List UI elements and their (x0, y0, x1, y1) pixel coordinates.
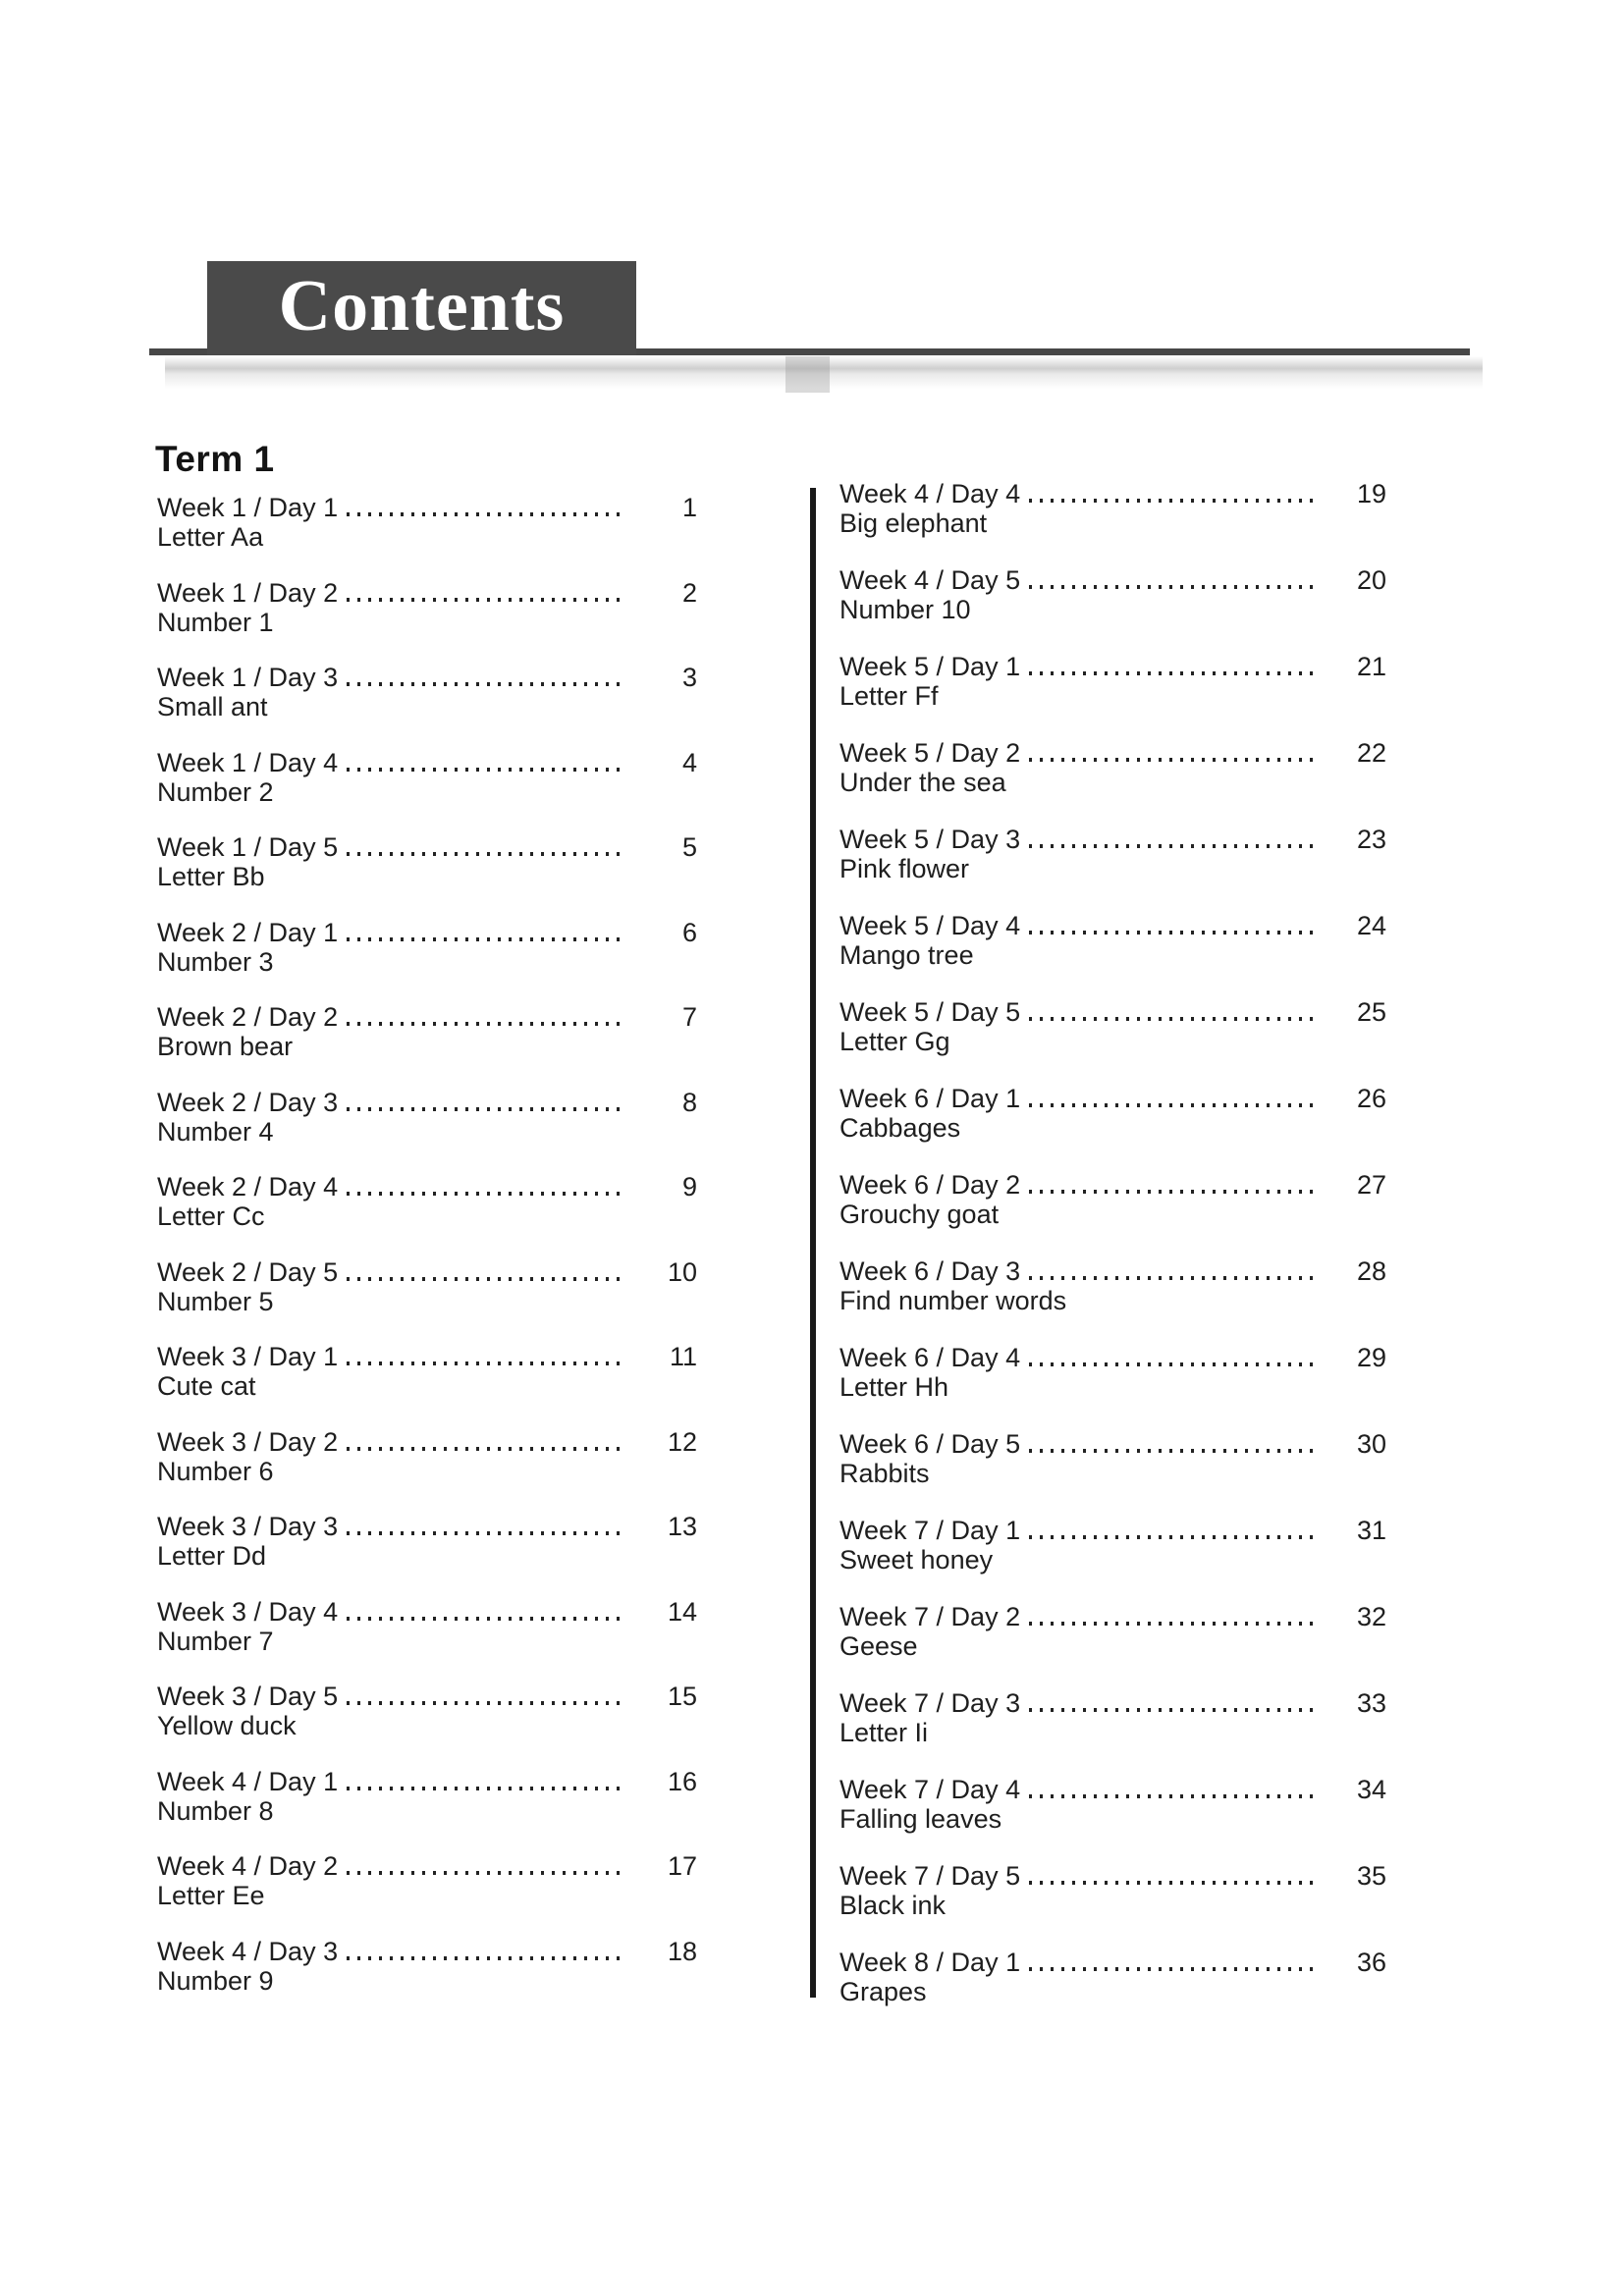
toc-entry (157, 1851, 697, 1937)
entry-label: Week 7 / Day 4 (839, 1775, 1021, 1804)
entry-topic: Sweet honey (839, 1545, 994, 1575)
entry-topic: Number 9 (157, 1965, 274, 1996)
dot-leader (1029, 1881, 1314, 1885)
entry-label: Week 1 / Day 4 (157, 747, 339, 777)
entry-page-number: 24 (1356, 911, 1386, 940)
entry-label: Week 3 / Day 3 (157, 1512, 339, 1541)
entry-topic: Under the sea (839, 768, 1006, 797)
entry-page-number: 6 (681, 917, 697, 947)
toc-entry-row (157, 493, 697, 522)
toc-entry-row (839, 1256, 1386, 1286)
toc-entry (157, 1427, 697, 1513)
dot-leader (347, 682, 624, 686)
entry-page-number: 9 (681, 1172, 697, 1201)
toc-entry-row (839, 1343, 1386, 1372)
entry-page-number: 15 (667, 1682, 697, 1711)
entry-topic: Number 10 (839, 595, 971, 624)
toc-entry-row (839, 825, 1386, 854)
header-shadow-block (785, 356, 830, 393)
dot-leader (347, 512, 624, 516)
entry-label: Week 3 / Day 5 (157, 1682, 339, 1711)
toc-entry (839, 1602, 1386, 1688)
entry-topic: Grapes (839, 1977, 927, 2006)
entry-label: Week 1 / Day 3 (157, 663, 339, 692)
entry-page-number: 10 (667, 1256, 697, 1287)
toc-entry (157, 918, 697, 1003)
entry-page-number: 7 (681, 1002, 697, 1032)
entry-page-number: 26 (1356, 1084, 1386, 1113)
entry-page-number: 27 (1356, 1170, 1386, 1200)
dot-leader (1029, 931, 1314, 934)
entry-topic: Geese (839, 1631, 918, 1661)
entry-topic: Rabbits (839, 1459, 930, 1488)
toc-entry-row (839, 1861, 1386, 1891)
entry-topic: Number 5 (157, 1286, 274, 1316)
dot-leader (1029, 844, 1314, 848)
dot-leader (347, 1107, 624, 1111)
entry-label: Week 5 / Day 4 (839, 911, 1021, 940)
entry-label: Week 3 / Day 1 (157, 1342, 339, 1371)
entry-topic: Brown bear (157, 1032, 294, 1061)
entry-page-number: 29 (1356, 1343, 1386, 1372)
entry-topic: Letter Hh (839, 1372, 949, 1402)
entry-page-number: 31 (1356, 1516, 1386, 1545)
toc-entry-row (839, 1429, 1386, 1459)
dot-leader (1029, 1794, 1314, 1798)
entry-label: Week 2 / Day 1 (157, 917, 339, 947)
toc-entry (157, 493, 697, 578)
entry-page-number: 20 (1356, 565, 1386, 595)
entry-topic: Cabbages (839, 1113, 961, 1143)
entry-topic: Number 6 (157, 1456, 274, 1486)
entry-page-number: 23 (1356, 825, 1386, 854)
entry-label: Week 2 / Day 3 (157, 1087, 339, 1117)
entry-page-number: 32 (1356, 1602, 1386, 1631)
toc-entry-row (157, 1088, 697, 1117)
dot-leader (347, 852, 624, 856)
contents-banner (207, 261, 636, 355)
dot-leader (347, 1787, 624, 1790)
dot-leader (347, 1617, 624, 1621)
entry-label: Week 8 / Day 1 (839, 1948, 1021, 1977)
entry-topic: Letter Aa (157, 522, 264, 552)
toc-entry-row (157, 1427, 697, 1457)
toc-entry-row (839, 1170, 1386, 1200)
toc-entry-row (157, 1342, 697, 1371)
page-title: Contents (278, 265, 566, 347)
entry-label: Week 6 / Day 1 (839, 1084, 1021, 1113)
toc-entry-row (157, 1512, 697, 1541)
entry-label: Week 1 / Day 5 (157, 832, 339, 862)
toc-entry (839, 1775, 1386, 1861)
entry-label: Week 1 / Day 2 (157, 577, 339, 608)
dot-leader (347, 1277, 624, 1281)
entry-page-number: 28 (1356, 1256, 1386, 1286)
entry-page-number: 19 (1356, 479, 1386, 508)
toc-entry-row (839, 1516, 1386, 1545)
entry-label: Week 3 / Day 2 (157, 1426, 339, 1457)
entry-page-number: 30 (1356, 1429, 1386, 1459)
entry-label: Week 5 / Day 3 (839, 825, 1021, 854)
toc-entry (839, 1948, 1386, 2034)
dot-leader (347, 1701, 624, 1705)
entry-topic: Small ant (157, 692, 268, 721)
entry-topic: Number 3 (157, 946, 274, 977)
toc-entry-row (157, 1767, 697, 1796)
dot-leader (347, 768, 624, 772)
entry-topic: Find number words (839, 1286, 1067, 1315)
entry-label: Week 4 / Day 5 (839, 565, 1021, 595)
toc-entry-row (157, 578, 697, 608)
dot-leader (347, 1956, 624, 1960)
toc-entry (157, 578, 697, 664)
dot-leader (1029, 1362, 1314, 1366)
toc-entry-row (839, 565, 1386, 595)
entry-page-number: 13 (667, 1512, 697, 1541)
entry-topic: Falling leaves (839, 1804, 1002, 1834)
toc-entry (839, 1084, 1386, 1170)
entry-page-number: 21 (1356, 652, 1386, 681)
toc-right-column (839, 479, 1386, 2034)
entry-topic: Letter Bb (157, 862, 265, 891)
entry-page-number: 5 (681, 832, 697, 862)
dot-leader (1029, 758, 1314, 762)
toc-entry (157, 748, 697, 833)
dot-leader (347, 1531, 624, 1535)
entry-label: Week 6 / Day 2 (839, 1170, 1021, 1200)
entry-page-number: 11 (669, 1342, 697, 1371)
entry-label: Week 4 / Day 4 (839, 479, 1021, 508)
entry-page-number: 16 (667, 1766, 697, 1796)
toc-entry-row (157, 1851, 697, 1881)
toc-entry (839, 1170, 1386, 1256)
toc-entry (839, 1861, 1386, 1948)
dot-leader (1029, 1535, 1314, 1539)
entry-topic: Letter Ee (157, 1881, 265, 1910)
entry-label: Week 5 / Day 1 (839, 652, 1021, 681)
entry-page-number: 17 (667, 1851, 697, 1881)
entry-page-number: 2 (681, 577, 697, 608)
toc-entry (839, 565, 1386, 652)
toc-entry (157, 1767, 697, 1852)
dot-leader (1029, 1103, 1314, 1107)
dot-leader (347, 1871, 624, 1875)
entry-topic: Cute cat (157, 1371, 256, 1401)
toc-entry (157, 832, 697, 918)
entry-label: Week 1 / Day 1 (157, 493, 339, 522)
toc-entry-row (157, 832, 697, 862)
dot-leader (347, 1362, 624, 1365)
dot-leader (1029, 585, 1314, 589)
entry-label: Week 3 / Day 4 (157, 1596, 339, 1627)
entry-label: Week 4 / Day 1 (157, 1766, 339, 1796)
toc-entry-row (839, 738, 1386, 768)
entry-page-number: 18 (667, 1936, 697, 1966)
toc-entry-row (157, 1172, 697, 1201)
entry-topic: Letter Dd (157, 1541, 267, 1571)
dot-leader (347, 598, 624, 602)
entry-topic: Number 7 (157, 1626, 274, 1656)
dot-leader (1029, 1967, 1314, 1971)
toc-entry (839, 911, 1386, 997)
toc-entry (839, 1343, 1386, 1429)
entry-topic: Number 2 (157, 776, 274, 807)
entry-label: Week 4 / Day 2 (157, 1851, 339, 1881)
toc-entry (157, 1002, 697, 1088)
toc-entry-row (839, 997, 1386, 1027)
entry-label: Week 6 / Day 4 (839, 1343, 1021, 1372)
entry-label: Week 2 / Day 5 (157, 1256, 339, 1287)
entry-page-number: 4 (681, 747, 697, 777)
entry-page-number: 35 (1356, 1861, 1386, 1891)
toc-left-column (157, 493, 697, 2021)
entry-page-number: 14 (667, 1596, 697, 1627)
entry-topic: Number 8 (157, 1795, 274, 1826)
toc-entry-row (839, 652, 1386, 681)
dot-leader (347, 937, 624, 941)
toc-entry-row (157, 1597, 697, 1627)
toc-entry-row (157, 1682, 697, 1711)
dot-leader (347, 1192, 624, 1196)
term-heading: Term 1 (155, 439, 275, 479)
entry-label: Week 2 / Day 2 (157, 1002, 339, 1032)
dot-leader (347, 1022, 624, 1026)
dot-leader (1029, 1276, 1314, 1280)
toc-entry-row (839, 1775, 1386, 1804)
toc-entry-row (157, 748, 697, 777)
entry-label: Week 6 / Day 5 (839, 1429, 1021, 1459)
dot-leader (1029, 1190, 1314, 1194)
dot-leader (1029, 1622, 1314, 1626)
toc-entry (839, 1256, 1386, 1343)
toc-entry (157, 1088, 697, 1173)
entry-label: Week 2 / Day 4 (157, 1172, 339, 1201)
dot-leader (1029, 1708, 1314, 1712)
toc-entry (157, 1597, 697, 1682)
toc-entry-row (157, 918, 697, 947)
entry-label: Week 4 / Day 3 (157, 1936, 339, 1966)
toc-entry (157, 1172, 697, 1257)
toc-entry (157, 1937, 697, 2022)
entry-page-number: 3 (681, 663, 697, 692)
entry-topic: Pink flower (839, 854, 970, 883)
toc-entry (157, 1257, 697, 1343)
dot-leader (1029, 1449, 1314, 1453)
toc-entry (157, 1342, 697, 1427)
entry-page-number: 36 (1356, 1948, 1386, 1977)
entry-topic: Letter Cc (157, 1201, 265, 1231)
entry-label: Week 5 / Day 5 (839, 997, 1021, 1027)
entry-page-number: 33 (1356, 1688, 1386, 1718)
entry-topic: Yellow duck (157, 1711, 297, 1740)
entry-page-number: 22 (1356, 738, 1386, 768)
toc-entry (839, 825, 1386, 911)
entry-topic: Letter Ii (839, 1718, 929, 1747)
toc-entry-row (157, 1257, 697, 1287)
dot-leader (1029, 499, 1314, 503)
entry-label: Week 6 / Day 3 (839, 1256, 1021, 1286)
toc-entry (839, 652, 1386, 738)
entry-page-number: 1 (681, 493, 697, 522)
column-divider (810, 488, 816, 1998)
entry-label: Week 7 / Day 5 (839, 1861, 1021, 1891)
toc-entry (157, 1512, 697, 1597)
entry-topic: Big elephant (839, 508, 988, 538)
toc-entry-row (839, 1602, 1386, 1631)
toc-entry (839, 997, 1386, 1084)
toc-entry (839, 1429, 1386, 1516)
toc-entry-row (839, 1948, 1386, 1977)
toc-entry (157, 663, 697, 748)
dot-leader (1029, 671, 1314, 675)
entry-topic: Number 4 (157, 1116, 274, 1147)
entry-topic: Mango tree (839, 940, 974, 970)
entry-page-number: 25 (1356, 997, 1386, 1027)
entry-page-number: 34 (1356, 1775, 1386, 1804)
toc-entry-row (839, 479, 1386, 508)
entry-label: Week 5 / Day 2 (839, 738, 1021, 768)
toc-entry-row (157, 1937, 697, 1966)
entry-topic: Letter Gg (839, 1027, 950, 1056)
entry-page-number: 8 (681, 1087, 697, 1117)
toc-entry (839, 1516, 1386, 1602)
toc-entry-row (157, 663, 697, 692)
dot-leader (1029, 1017, 1314, 1021)
toc-entry-row (839, 1084, 1386, 1113)
toc-entry (839, 479, 1386, 565)
toc-entry (839, 738, 1386, 825)
entry-page-number: 12 (667, 1426, 697, 1457)
entry-topic: Black ink (839, 1891, 947, 1920)
entry-topic: Number 1 (157, 607, 274, 637)
entry-label: Week 7 / Day 3 (839, 1688, 1021, 1718)
entry-topic: Letter Ff (839, 681, 939, 711)
entry-label: Week 7 / Day 2 (839, 1602, 1021, 1631)
entry-topic: Grouchy goat (839, 1200, 1000, 1229)
toc-entry (157, 1682, 697, 1767)
toc-entry-row (157, 1002, 697, 1032)
toc-entry-row (839, 911, 1386, 940)
toc-entry (839, 1688, 1386, 1775)
dot-leader (347, 1447, 624, 1451)
toc-entry-row (839, 1688, 1386, 1718)
entry-label: Week 7 / Day 1 (839, 1516, 1021, 1545)
